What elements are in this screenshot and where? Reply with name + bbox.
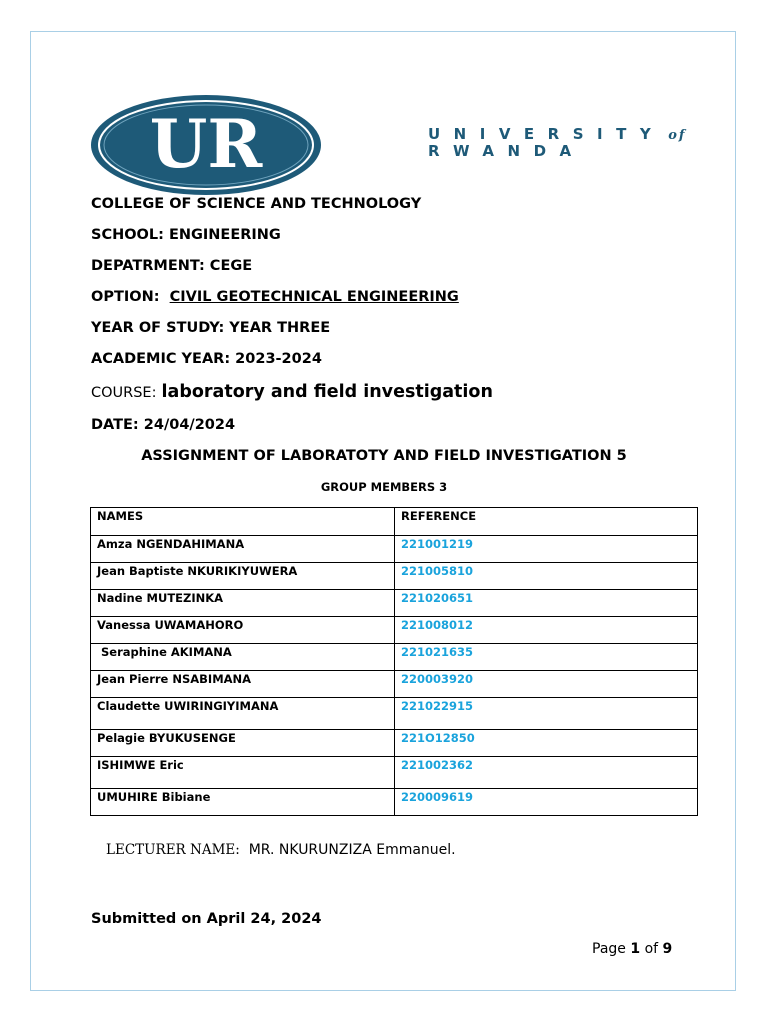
table-row [91, 730, 698, 757]
member-reference: 221005810 [395, 563, 698, 590]
table-row [91, 757, 698, 789]
member-reference: 221002362 [395, 757, 698, 789]
page-number [592, 941, 672, 957]
course-value: laboratory and field investigation [161, 382, 493, 402]
member-name: Pelagie BYUKUSENGE [91, 730, 395, 757]
member-reference: 221001219 [395, 536, 698, 563]
table-row [91, 671, 698, 698]
submitted-date: Submitted on April 24, 2024 [91, 911, 322, 927]
page-current: 1 [630, 941, 641, 957]
page-of: of [644, 941, 659, 957]
logo-word-rwanda: RWANDA [428, 142, 585, 160]
table-row [91, 789, 698, 816]
lecturer-line [106, 842, 456, 858]
table-row [91, 563, 698, 590]
course-line [91, 382, 493, 402]
table-row [91, 644, 698, 671]
logo-word-university: UNIVERSITY [428, 125, 665, 143]
university-logo [90, 95, 687, 195]
group-title: GROUP MEMBERS 3 [320, 480, 448, 494]
member-name: Jean Pierre NSABIMANA [91, 671, 395, 698]
member-name: Vanessa UWAMAHORO [91, 617, 395, 644]
date-line: DATE: 24/04/2024 [91, 417, 236, 433]
logo-text-university [428, 125, 686, 143]
option-value: CIVIL GEOTECHNICAL ENGINEERING [169, 289, 459, 305]
member-name: Seraphine AKIMANA [91, 644, 395, 671]
lecturer-value: MR. NKURUNZIZA Emmanuel. [248, 842, 456, 858]
names-column-header: NAMES [91, 508, 395, 536]
reference-column-header: REFERENCE [395, 508, 698, 536]
member-name: Nadine MUTEZINKA [91, 590, 395, 617]
department-line: DEPATRMENT: CEGE [91, 258, 253, 274]
table-row [91, 590, 698, 617]
member-name: ISHIMWE Eric [91, 757, 395, 789]
course-label: COURSE: [91, 385, 157, 401]
logo-word-of: of [668, 128, 687, 143]
member-name: Amza NGENDAHIMANA [91, 536, 395, 563]
group-members-table [90, 507, 698, 816]
college-line: COLLEGE OF SCIENCE AND TECHNOLOGY [91, 196, 422, 212]
member-reference: 221008012 [395, 617, 698, 644]
ur-seal-icon [90, 95, 330, 195]
member-name: Claudette UWIRINGIYIMANA [91, 698, 395, 730]
member-name: Jean Baptiste NKURIKIYUWERA [91, 563, 395, 590]
assignment-title: ASSIGNMENT OF LABORATOTY AND FIELD INVESTIGATION 5 [141, 448, 627, 464]
table-header-row [91, 508, 698, 536]
school-line: SCHOOL: ENGINEERING [91, 227, 281, 243]
member-reference: 221022915 [395, 698, 698, 730]
page-prefix: Page [592, 941, 626, 957]
option-label: OPTION: [91, 289, 160, 305]
page-total: 9 [662, 941, 673, 957]
lecturer-label: LECTURER NAME: [106, 842, 240, 858]
table-row [91, 698, 698, 730]
table-row [91, 536, 698, 563]
academic-year-line: ACADEMIC YEAR: 2023-2024 [91, 351, 322, 367]
member-reference: 220009619 [395, 789, 698, 816]
table-row [91, 617, 698, 644]
option-line [91, 289, 459, 305]
year-of-study-line: YEAR OF STUDY: YEAR THREE [91, 320, 331, 336]
member-reference: 221021635 [395, 644, 698, 671]
member-reference: 221O12850 [395, 730, 698, 757]
member-reference: 220003920 [395, 671, 698, 698]
logo-mark: UR [149, 105, 263, 183]
member-reference: 221020651 [395, 590, 698, 617]
member-name: UMUHIRE Bibiane [91, 789, 395, 816]
